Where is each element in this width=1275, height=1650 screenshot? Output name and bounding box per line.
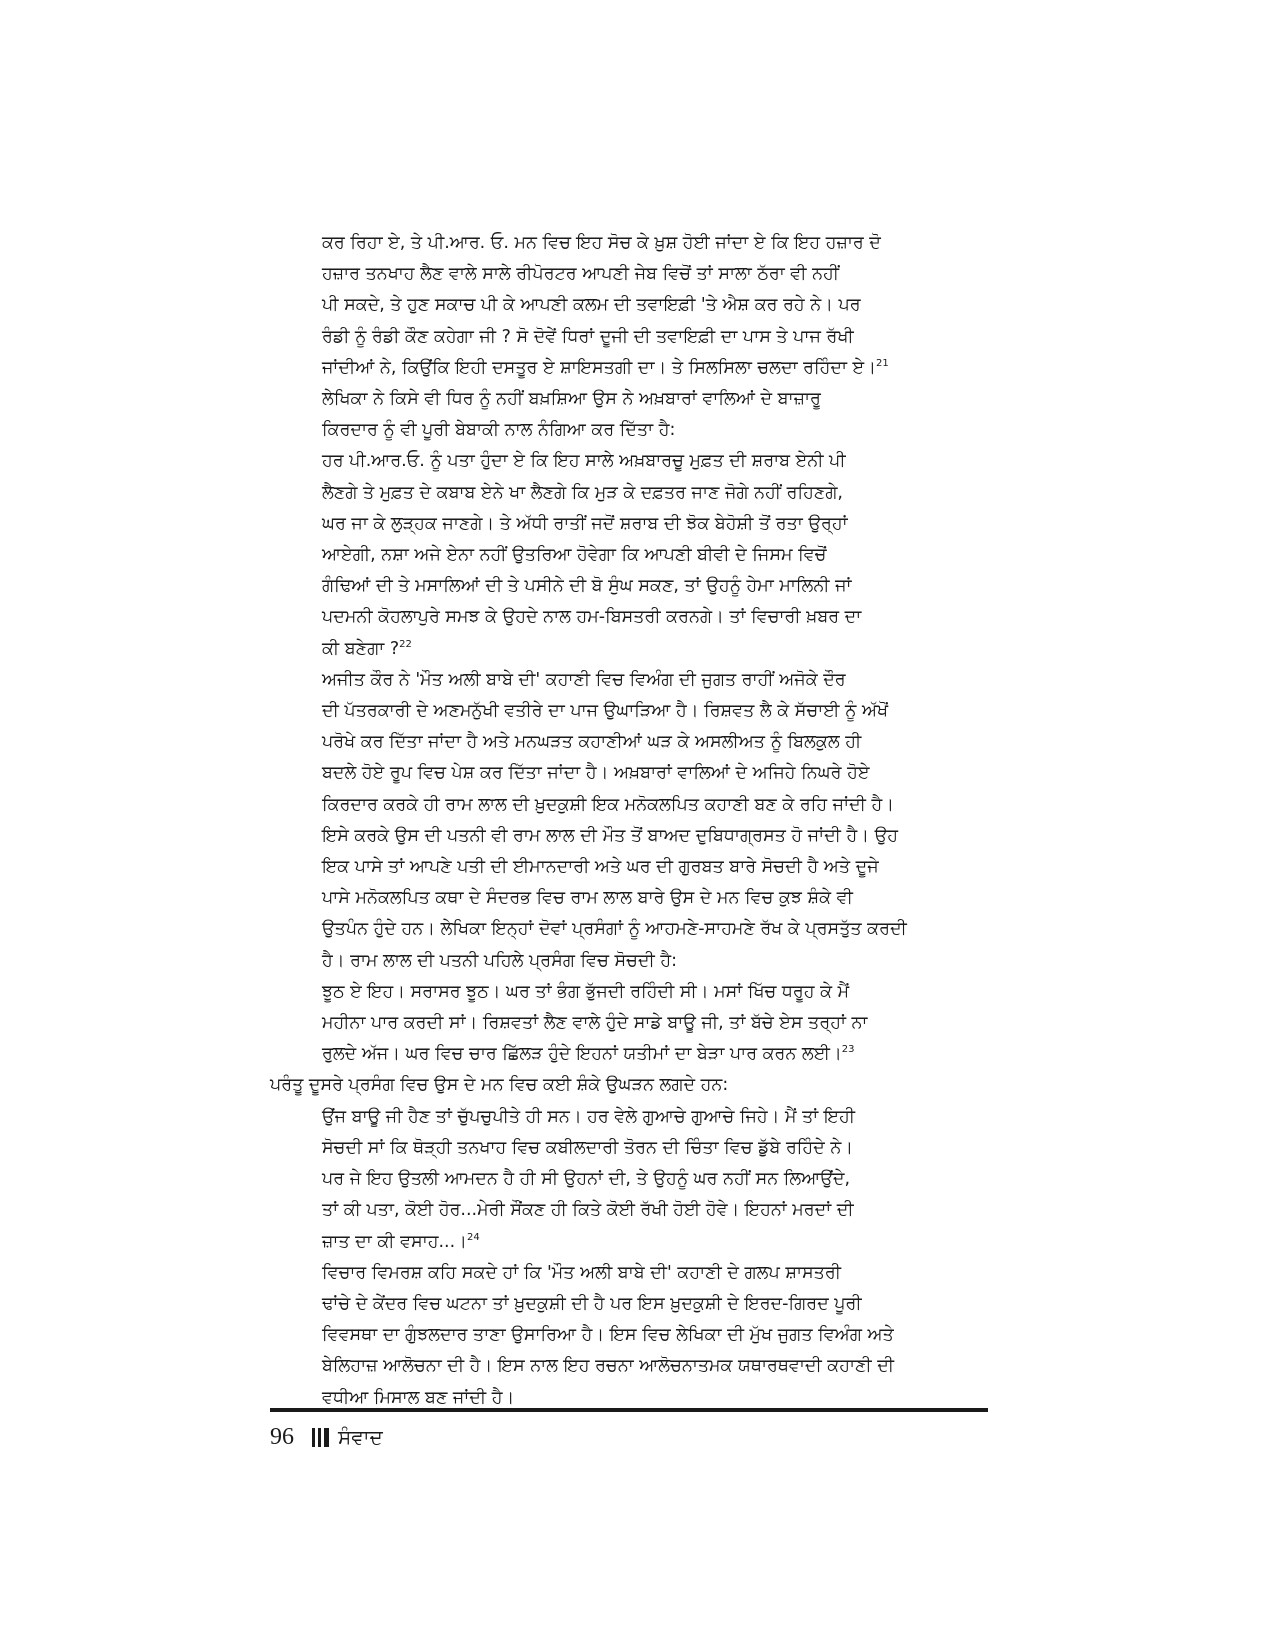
text-line: ਘਰ ਜਾ ਕੇ ਲੁੜ੍ਹਕ ਜਾਣਗੇ। ਤੇ ਅੱਧੀ ਰਾਤੀਂ ਜਦੋਂ ਸ਼ਰਾਬ ਦੀ ਝੋਕ ਬੇਹੋਸ਼ੀ ਤੋਂ ਰਤਾ ਉਰ੍ਹਾਂ [322,513,848,534]
text-line: ਜ਼ਾਤ ਦਾ ਕੀ ਵਸਾਹ...।$^{24}$ [322,1231,480,1252]
text-line: ਪਾਸੇ ਮਨੋਕਲਪਿਤ ਕਥਾ ਦੇ ਸੰਦਰਭ ਵਿਚ ਰਾਮ ਲਾਲ ਬਾਰੇ ਉਸ ਦੇ ਮਨ ਵਿਚ ਕੁਝ ਸ਼ੰਕੇ ਵੀ [322,888,853,909]
text-line: ਕਿਰਦਾਰ ਨੂੰ ਵੀ ਪੂਰੀ ਬੇਬਾਕੀ ਨਾਲ ਨੰਗਿਆ ਕਰ ਦਿੱਤਾ ਹੈ: [322,420,676,441]
footnote-marker: 23 [841,1044,855,1056]
text-line: ਸੋਚਦੀ ਸਾਂ ਕਿ ਥੋੜ੍ਹੀ ਤਨਖਾਹ ਵਿਚ ਕਬੀਲਦਾਰੀ ਤੋਰਨ ਦੀ ਚਿੰਤਾ ਵਿਚ ਡੁੱਬੇ ਰਹਿੰਦੇ ਨੇ। [322,1137,854,1158]
text-line: ਅਜੀਤ ਕੌਰ ਨੇ 'ਮੌਤ ਅਲੀ ਬਾਬੇ ਦੀ' ਕਹਾਣੀ ਵਿਚ ਵਿਅੰਗ ਦੀ ਜੁਗਤ ਰਾਹੀਂ ਅਜੋਕੇ ਦੌਰ [322,669,846,690]
text-line: ਰੁਲਦੇ ਅੱਜ। ਘਰ ਵਿਚ ਚਾਰ ਛਿੱਲੜ ਹੁੰਦੇ ਇਹਨਾਂ ਯਤੀਮਾਂ ਦਾ ਬੇੜਾ ਪਾਰ ਕਰਨ ਲਈ।$^{23}$ [322,1044,855,1065]
text-line: ਲੇਖਿਕਾ ਨੇ ਕਿਸੇ ਵੀ ਧਿਰ ਨੂੰ ਨਹੀਂ ਬਖ਼ਸ਼ਿਆ ਉਸ ਨੇ ਅਖ਼ਬਾਰਾਂ ਵਾਲਿਆਂ ਦੇ ਬਾਜ਼ਾਰੂ [322,389,821,410]
text-line: ਕਿਰਦਾਰ ਕਰਕੇ ਹੀ ਰਾਮ ਲਾਲ ਦੀ ਖ਼ੁਦਕੁਸ਼ੀ ਇਕ ਮਨੋਕਲਪਿਤ ਕਹਾਣੀ ਬਣ ਕੇ ਰਹਿ ਜਾਂਦੀ ਹੈ। [322,794,895,815]
block-quote [322,977,988,1071]
text-line: ਢਾਂਚੇ ਦੇ ਕੇਂਦਰ ਵਿਚ ਘਟਨਾ ਤਾਂ ਖ਼ੁਦਕੁਸ਼ੀ ਦੀ ਹੈ ਪਰ ਇਸ ਖ਼ੁਦਕੁਸ਼ੀ ਦੇ ਇਰਦ-ਗਿਰਦ ਪੂਰੀ [322,1293,862,1314]
text-line: ਤਾਂ ਕੀ ਪਤਾ, ਕੋਈ ਹੋਰ...ਮੇਰੀ ਸੌਂਕਣ ਹੀ ਕਿਤੇ ਕੋਈ ਰੱਖੀ ਹੋਈ ਹੋਵੇ। ਇਹਨਾਂ ਮਰਦਾਂ ਦੀ [322,1200,854,1221]
text-line: ਪਦਮਨੀ ਕੋਹਲਾਪੁਰੇ ਸਮਝ ਕੇ ਉਹਦੇ ਨਾਲ ਹਮ-ਬਿਸਤਰੀ ਕਰਨਗੇ। ਤਾਂ ਵਿਚਾਰੀ ਖ਼ਬਰ ਦਾ [322,607,862,628]
body-text [270,228,988,1414]
text-line: ਝੂਠ ਏ ਇਹ। ਸਰਾਸਰ ਝੂਠ। ਘਰ ਤਾਂ ਭੰਗ ਭੁੱਜਦੀ ਰਹਿੰਦੀ ਸੀ। ਮਸਾਂ ਖਿੱਚ ਧਰੂਹ ਕੇ ਮੈਂ [322,981,850,1002]
text-line: ਹੈ। ਰਾਮ ਲਾਲ ਦੀ ਪਤਨੀ ਪਹਿਲੇ ਪ੍ਰਸੰਗ ਵਿਚ ਸੋਚਦੀ ਹੈ: [322,950,677,971]
text-line: ਪਰੰਤੂ ਦੂਸਰੇ ਪ੍ਰਸੰਗ ਵਿਚ ਉਸ ਦੇ ਮਨ ਵਿਚ ਕਈ ਸ਼ੰਕੇ ਉਘੜਨ ਲਗਦੇ ਹਨ: [270,1075,729,1096]
text-line: ਹਜ਼ਾਰ ਤਨਖਾਹ ਲੈਣ ਵਾਲੇ ਸਾਲੇ ਰੀਪੋਰਟਰ ਆਪਣੀ ਜੇਬ ਵਿਚੋਂ ਤਾਂ ਸਾਲਾ ਠੱਰਾ ਵੀ ਨਹੀਂ [322,264,840,285]
text-line: ਲੈਣਗੇ ਤੇ ਮੁਫ਼ਤ ਦੇ ਕਬਾਬ ਏਨੇ ਖਾ ਲੈਣਗੇ ਕਿ ਮੁੜ ਕੇ ਦਫ਼ਤਰ ਜਾਣ ਜੋਗੇ ਨਹੀਂ ਰਹਿਣਗੇ, [322,482,843,503]
text-line: ਦੀ ਪੱਤਰਕਾਰੀ ਦੇ ਅਣਮਨੁੱਖੀ ਵਤੀਰੇ ਦਾ ਪਾਜ ਉਘਾੜਿਆ ਹੈ। ਰਿਸ਼ਵਤ ਲੈ ਕੇ ਸੱਚਾਈ ਨੂੰ ਅੱਖੋਂ [322,701,889,722]
triple-bar-icon [312,1428,329,1447]
page-number: 96 [270,1423,294,1450]
text-line: ਪੀ ਸਕਦੇ, ਤੇ ਹੁਣ ਸਕਾਚ ਪੀ ਕੇ ਆਪਣੀ ਕਲਮ ਦੀ ਤਵਾਇਫ਼ੀ 'ਤੇ ਐਸ਼ ਕਰ ਰਹੇ ਨੇ। ਪਰ [322,295,861,316]
page-footer [270,1420,383,1454]
text-line: ਪਰ ਜੇ ਇਹ ਉਤਲੀ ਆਮਦਨ ਹੈ ਹੀ ਸੀ ਉਹਨਾਂ ਦੀ, ਤੇ ਉਹਨੂੰ ਘਰ ਨਹੀਂ ਸਨ ਲਿਆਉਂਦੇ, [322,1169,851,1190]
text-line: ਮਹੀਨਾ ਪਾਰ ਕਰਦੀ ਸਾਂ। ਰਿਸ਼ਵਤਾਂ ਲੈਣ ਵਾਲੇ ਹੁੰਦੇ ਸਾਡੇ ਬਾਊ ਜੀ, ਤਾਂ ਬੱਚੇ ਏਸ ਤਰ੍ਹਾਂ ਨਾ [322,1013,868,1034]
footnote-marker: 21 [875,357,889,369]
body-paragraph [270,665,988,977]
text-line: ਵਧੀਆ ਮਿਸਾਲ ਬਣ ਜਾਂਦੀ ਹੈ। [322,1387,515,1408]
text-line: ਰੰਡੀ ਨੂੰ ਰੰਡੀ ਕੌਣ ਕਹੇਗਾ ਜੀ ? ਸੋ ਦੋਵੇਂ ਧਿਰਾਂ ਦੂਜੀ ਦੀ ਤਵਾਇਫ਼ੀ ਦਾ ਪਾਸ ਤੇ ਪਾਜ ਰੱਖੀ [322,326,854,347]
journal-title: ਸੰਵਾਦ [338,1425,383,1449]
footnote-marker: 24 [466,1231,480,1243]
text-line: ਬਦਲੇ ਹੋਏ ਰੂਪ ਵਿਚ ਪੇਸ਼ ਕਰ ਦਿੱਤਾ ਜਾਂਦਾ ਹੈ। ਅਖ਼ਬਾਰਾਂ ਵਾਲਿਆਂ ਦੇ ਅਜਿਹੇ ਨਿਘਰੇ ਹੋਏ [322,763,870,784]
text-line: ਇਸੇ ਕਰਕੇ ਉਸ ਦੀ ਪਤਨੀ ਵੀ ਰਾਮ ਲਾਲ ਦੀ ਮੌਤ ਤੋਂ ਬਾਅਦ ਦੁਬਿਧਾਗ੍ਰਸਤ ਹੋ ਜਾਂਦੀ ਹੈ। ਉਹ [322,825,898,846]
text-line: ਜਾਂਦੀਆਂ ਨੇ, ਕਿਉਂਕਿ ਇਹੀ ਦਸਤੂਰ ਏ ਸ਼ਾਇਸਤਗੀ ਦਾ। ਤੇ ਸਿਲਸਿਲਾ ਚਲਦਾ ਰਹਿੰਦਾ ਏ।$^{21}$ [322,357,889,378]
body-paragraph [270,1070,988,1101]
text-line: ਉਤਪੰਨ ਹੁੰਦੇ ਹਨ। ਲੇਖਿਕਾ ਇਨ੍ਹਾਂ ਦੋਵਾਂ ਪ੍ਰਸੰਗਾਂ ਨੂੰ ਆਹਮਣੇ-ਸਾਹਮਣੇ ਰੱਖ ਕੇ ਪ੍ਰਸਤੁੱਤ ਕਰਦੀ [322,919,907,940]
block-quote [322,1102,988,1258]
block-quote [322,446,988,664]
text-line: ਇਕ ਪਾਸੇ ਤਾਂ ਆਪਣੇ ਪਤੀ ਦੀ ਈਮਾਨਦਾਰੀ ਅਤੇ ਘਰ ਦੀ ਗੁਰਬਤ ਬਾਰੇ ਸੋਚਦੀ ਹੈ ਅਤੇ ਦੂਜੇ [322,857,879,878]
footnote-marker: 22 [399,638,412,650]
text-line: ਕਰ ਰਿਹਾ ਏ, ਤੇ ਪੀ.ਆਰ. ਓ. ਮਨ ਵਿਚ ਇਹ ਸੋਚ ਕੇ ਖ਼ੁਸ਼ ਹੋਈ ਜਾਂਦਾ ਏ ਕਿ ਇਹ ਹਜ਼ਾਰ ਦੋ [322,233,881,253]
text-line: ਪਰੋਖੇ ਕਰ ਦਿੱਤਾ ਜਾਂਦਾ ਹੈ ਅਤੇ ਮਨਘੜਤ ਕਹਾਣੀਆਂ ਘੜ ਕੇ ਅਸਲੀਅਤ ਨੂੰ ਬਿਲਕੁਲ ਹੀ [322,732,862,753]
text-line: ਵਿਚਾਰ ਵਿਮਰਸ਼ ਕਹਿ ਸਕਦੇ ਹਾਂ ਕਿ 'ਮੌਤ ਅਲੀ ਬਾਬੇ ਦੀ' ਕਹਾਣੀ ਦੇ ਗਲਪ ਸ਼ਾਸਤਰੀ [322,1262,841,1283]
text-line: ਵਿਵਸਥਾ ਦਾ ਗੁੰਝਲਦਾਰ ਤਾਣਾ ਉਸਾਰਿਆ ਹੈ। ਇਸ ਵਿਚ ਲੇਖਿਕਾ ਦੀ ਮੁੱਖ ਜੁਗਤ ਵਿਅੰਗ ਅਤੇ [322,1325,894,1346]
text-line: ਗੰਢਿਆਂ ਦੀ ਤੇ ਮਸਾਲਿਆਂ ਦੀ ਤੇ ਪਸੀਨੇ ਦੀ ਬੋ ਸੁੰਘ ਸਕਣ, ਤਾਂ ਉਹਨੂੰ ਹੇਮਾ ਮਾਲਿਨੀ ਜਾਂ [322,576,852,597]
text-line: ਆਏਗੀ, ਨਸ਼ਾ ਅਜੇ ਏਨਾ ਨਹੀਂ ਉਤਰਿਆ ਹੋਵੇਗਾ ਕਿ ਆਪਣੀ ਬੀਵੀ ਦੇ ਜਿਸਮ ਵਿਚੋਂ [322,545,827,566]
block-quote [322,228,988,384]
text-line: ਹਰ ਪੀ.ਆਰ.ਓ. ਨੂੰ ਪਤਾ ਹੁੰਦਾ ਏ ਕਿ ਇਹ ਸਾਲੇ ਅਖ਼ਬਾਰਚੂ ਮੁਫ਼ਤ ਦੀ ਸ਼ਰਾਬ ਏਨੀ ਪੀ [322,451,846,472]
text-line: ਕੀ ਬਣੇਗਾ ?$^{22}$ [322,638,412,659]
footer-rule [270,1408,988,1412]
text-line: ਬੇਲਿਹਾਜ਼ ਆਲੋਚਨਾ ਦੀ ਹੈ। ਇਸ ਨਾਲ ਇਹ ਰਚਨਾ ਆਲੋਚਨਾਤਮਕ ਯਥਾਰਥਵਾਦੀ ਕਹਾਣੀ ਦੀ [322,1356,895,1377]
text-line: ਉਂਜ ਬਾਊ ਜੀ ਹੈਣ ਤਾਂ ਚੁੱਪਚੁਪੀਤੇ ਹੀ ਸਨ। ਹਰ ਵੇਲੇ ਗੁਆਚੇ ਗੁਆਚੇ ਜਿਹੇ। ਮੈਂ ਤਾਂ ਇਹੀ [322,1106,856,1127]
body-paragraph [270,384,988,446]
body-paragraph [270,1258,988,1414]
